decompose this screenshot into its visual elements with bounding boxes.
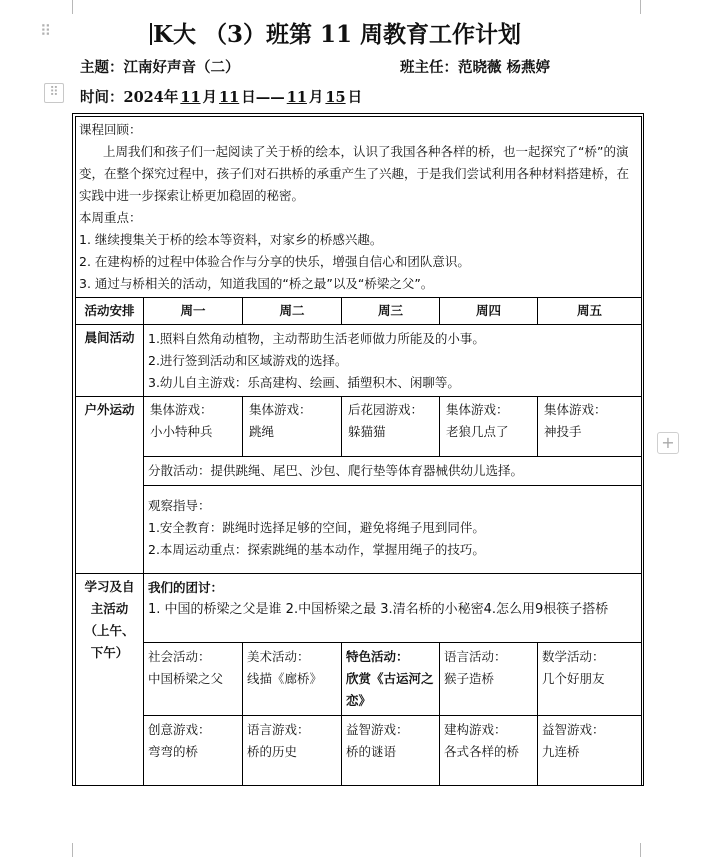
game-cell[interactable]: [440, 716, 538, 786]
focus-item: 1. 继续搜集关于桥的绘本等资料，对家乡的桥感兴趣。: [79, 232, 383, 247]
day-separator: 日——: [241, 89, 285, 106]
review-text: 上周我们和孩子们一起阅读了关于桥的绘本，认识了我国各种各样的桥，也一起探究了“桥”的演变，在整个探究过程中，孩子们对石拱桥的承重产生了兴趣，于是我们尝试利用各种材料搭建桥，在实践中进一步探索让桥更加稳固的秘密。: [79, 144, 630, 203]
game-type: 后花园游戏：: [348, 402, 424, 417]
activity-type: 语言活动：: [444, 649, 507, 664]
game-name: 跳绳: [249, 424, 275, 439]
add-column-button[interactable]: +: [657, 432, 679, 454]
morning-label[interactable]: 晨间活动: [76, 325, 144, 397]
header-day-tue[interactable]: 周二: [243, 298, 342, 325]
activity-type: 社会活动：: [148, 649, 211, 664]
weekly-plan-table: [75, 116, 642, 786]
outdoor-guide-row: [76, 486, 642, 574]
morning-item: 3.幼儿自主游戏：乐高建构、绘画、插塑积木、闲聊等。: [148, 375, 460, 390]
game-name: 神投手: [544, 424, 582, 439]
game-name: 弯弯的桥: [148, 744, 199, 759]
guide-item: 2.本周运动重点：探索跳绳的基本动作，掌握用绳子的技巧。: [148, 542, 485, 557]
study-label-line: 主活动: [90, 601, 129, 616]
study-label-line: 学习及自: [84, 579, 135, 594]
game-type: 创意游戏：: [148, 722, 211, 737]
review-label: 课程回顾：: [79, 122, 142, 137]
overview-cell[interactable]: [76, 117, 642, 298]
game-type: 集体游戏：: [249, 402, 312, 417]
month-char-1: 月: [202, 89, 218, 106]
activity-cell[interactable]: [440, 643, 538, 716]
end-month: 11: [286, 89, 307, 106]
study-activity-row: [76, 643, 642, 716]
outdoor-guide-cell[interactable]: [144, 486, 642, 574]
header-label[interactable]: 活动安排: [76, 298, 144, 325]
header-day-thu[interactable]: 周四: [440, 298, 538, 325]
game-type: 集体游戏：: [446, 402, 509, 417]
game-name: 老狼几点了: [446, 424, 509, 439]
header-day-fri[interactable]: 周五: [538, 298, 642, 325]
game-type: 集体游戏：: [544, 402, 607, 417]
page-corner-top-right: [640, 0, 655, 14]
morning-item: 1.照料自然角动植物，主动帮助生活老师做力所能及的小事。: [148, 331, 485, 346]
study-group-cell[interactable]: [144, 574, 642, 643]
outdoor-game-cell[interactable]: [144, 397, 243, 457]
game-name: 躲猫猫: [348, 424, 386, 439]
scattered-text: 分散活动：提供跳绳、尾巴、沙包、爬行垫等体育器械供幼儿选择。: [148, 463, 524, 478]
day-char: 日: [347, 89, 363, 106]
drag-handle-icon[interactable]: ⠿: [40, 22, 51, 40]
overview-row: [76, 117, 642, 298]
outdoor-scattered-cell[interactable]: [144, 457, 642, 486]
morning-item: 2.进行签到活动和区域游戏的选择。: [148, 353, 348, 368]
outdoor-game-cell[interactable]: [538, 397, 642, 457]
focus-label: 本周重点：: [79, 210, 142, 225]
game-cell[interactable]: [243, 716, 342, 786]
outdoor-label[interactable]: 户外运动: [76, 397, 144, 574]
month-char-2: 月: [308, 89, 324, 106]
game-cell[interactable]: [144, 716, 243, 786]
group-title: 我们的团讨：: [148, 580, 224, 595]
outdoor-game-cell[interactable]: [440, 397, 538, 457]
activity-type: 特色活动：: [346, 649, 409, 664]
page-corner-bottom-right: [640, 843, 655, 857]
text-cursor: [150, 23, 152, 45]
game-type: 益智游戏：: [542, 722, 605, 737]
theme-line[interactable]: 主题：江南好声音（二）: [80, 59, 240, 76]
morning-cell[interactable]: [144, 325, 642, 397]
activity-type: 数学活动：: [542, 649, 605, 664]
game-name: 桥的谜语: [346, 744, 397, 759]
game-name: 九连桥: [542, 744, 580, 759]
start-month: 11: [180, 89, 201, 106]
guide-label: 观察指导：: [148, 498, 211, 513]
game-name: 各式各样的桥: [444, 744, 520, 759]
document-title[interactable]: [150, 16, 580, 49]
end-day: 15: [325, 89, 346, 106]
study-label-line: （上午、: [84, 623, 135, 638]
activity-name: 猴子造桥: [444, 671, 495, 686]
start-day: 11: [219, 89, 240, 106]
header-row: [76, 298, 642, 325]
activity-name: 欣赏《古运河之恋》: [346, 671, 434, 708]
activity-cell[interactable]: [243, 643, 342, 716]
activity-type: 美术活动：: [247, 649, 310, 664]
guide-item: 1.安全教育：跳绳时选择足够的空间，避免将绳子甩到同伴。: [148, 520, 485, 535]
time-line[interactable]: [80, 86, 362, 107]
activity-name: 几个好朋友: [542, 671, 605, 686]
group-text: 1. 中国的桥梁之父是谁 2.中国桥梁之最 3.清名桥的小秘密4.怎么用9根筷子搭桥: [148, 602, 609, 617]
activity-name: 中国桥梁之父: [148, 671, 224, 686]
header-day-wed[interactable]: 周三: [342, 298, 440, 325]
time-label: 时间：2024年: [80, 89, 179, 106]
study-label[interactable]: [76, 574, 144, 786]
page-corner-bottom-left: [58, 843, 73, 857]
title-class-letter: K: [153, 21, 173, 48]
study-label-line: 下午）: [90, 645, 129, 660]
game-cell[interactable]: [538, 716, 642, 786]
morning-row: [76, 325, 642, 397]
table-handle-icon[interactable]: ⠿: [44, 83, 64, 103]
game-type: 集体游戏：: [150, 402, 213, 417]
study-game-row: [76, 716, 642, 786]
study-group-row: [76, 574, 642, 643]
page-corner-top-left: [58, 0, 73, 14]
outdoor-collective-row: [76, 397, 642, 457]
game-cell[interactable]: [342, 716, 440, 786]
outdoor-game-cell[interactable]: [342, 397, 440, 457]
focus-item: 2. 在建构桥的过程中体验合作与分享的快乐，增强自信心和团队意识。: [79, 254, 470, 269]
game-name: 小小特种兵: [150, 424, 213, 439]
teacher-line[interactable]: 班主任：范晓薇 杨燕婷: [400, 59, 551, 76]
game-type: 益智游戏：: [346, 722, 409, 737]
title-text: 大 （3）班第 11 周教育工作计划: [173, 21, 522, 48]
game-type: 语言游戏：: [247, 722, 310, 737]
focus-item: 3. 通过与桥相关的活动，知道我国的“桥之最”以及“桥梁之父”。: [79, 276, 434, 291]
outdoor-game-cell[interactable]: [243, 397, 342, 457]
header-day-mon[interactable]: 周一: [144, 298, 243, 325]
activity-cell-featured[interactable]: [342, 643, 440, 716]
activity-cell[interactable]: [144, 643, 243, 716]
activity-cell[interactable]: [538, 643, 642, 716]
outdoor-scattered-row: [76, 457, 642, 486]
game-name: 桥的历史: [247, 744, 298, 759]
game-type: 建构游戏：: [444, 722, 507, 737]
activity-name: 线描《廊桥》: [247, 671, 323, 686]
